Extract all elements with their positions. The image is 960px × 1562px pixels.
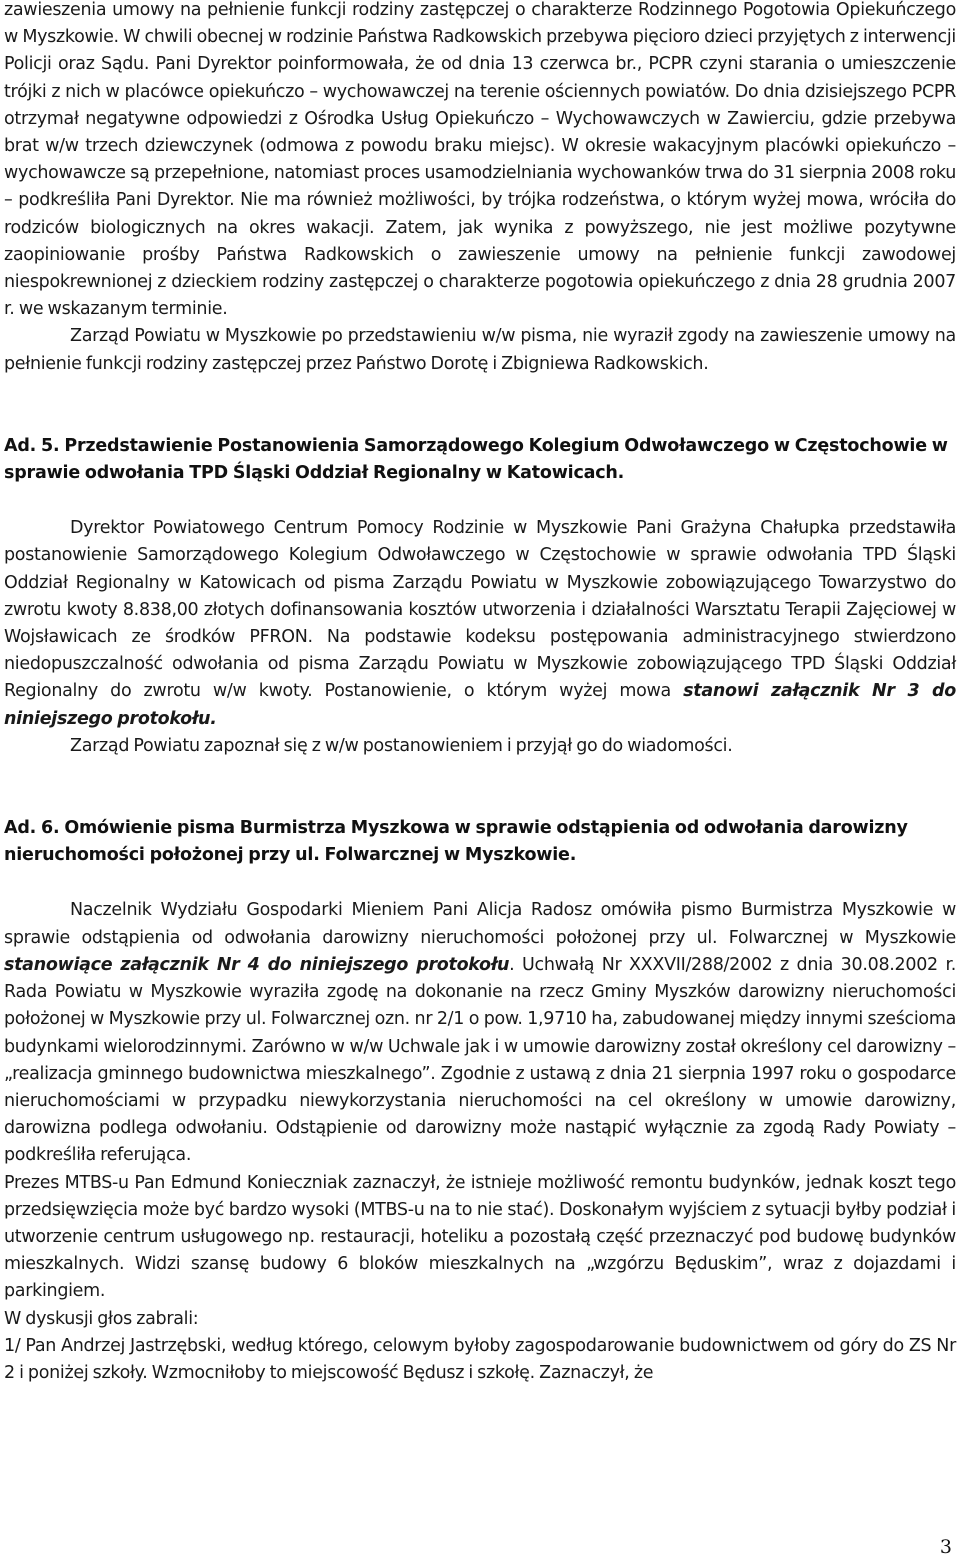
section-spacer — [4, 487, 956, 515]
document-body — [4, 0, 956, 1387]
agenda-item-6-text-start: Naczelnik Wydziału Gospodarki Mieniem Pani Alicja Radosz omówiła pismo Burmistrza Myszkowie w sprawie odstąpienia od odwołania darowizny nieruchomości położonej przy ul. Folwarcznej w Myszkowie — [4, 900, 956, 948]
section-spacer — [4, 378, 956, 433]
discussion-intro: W dyskusji głos zabrali: — [4, 1308, 199, 1329]
attachment-4-reference: stanowiące załącznik Nr 4 do niniejszego protokołu — [4, 954, 510, 975]
discussion-item-1: 1/ Pan Andrzej Jastrzębski, według którego, celowym byłoby zagospodarowanie budownictwem od góry do ZS Nr 2 i poniżej szkoły. Wzmocniłoby to miejscowość Będusz i szkołę. Zaznaczył, że — [4, 1335, 956, 1383]
agenda-item-6-heading: Ad. 6. Omówienie pisma Burmistrza Myszkowa w sprawie odstąpienia od odwołania darowizny nieruchomości położonej przy ul. Folwarcznej w Myszkowie. — [4, 818, 908, 866]
board-decision-paragraph: Zarząd Powiatu w Myszkowie po przedstawieniu w/w pisma, nie wyraził zgody na zawieszenie umowy na pełnienie funkcji rodziny zastępczej przez Państwo Dorotę i Zbigniewa Radkowskich. — [4, 326, 956, 374]
mtbs-statement-paragraph: Prezes MTBS-u Pan Edmund Konieczniak zaznaczył, że istnieje możliwość remontu budynków, jednak koszt tego przedsięwzięcia może być bardzo wysoki (MTBS-u na to nie stać). Doskonałym wyjściem z sytuacji byłby podział i utworzenie centrum usługowego np. restauracji, hoteliku a pozostałą część przeznaczyć pod budowę budynków mieszkalnych. Widzi szansę budowy 6 bloków mieszkalnych na „wzgórzu Będuskim”, wraz z dojazdami i parkingiem. — [4, 1172, 956, 1302]
agenda-item-5-decision: Zarząd Powiatu zapoznał się z w/w postanowieniem i przyjął go do wiadomości. — [70, 735, 733, 756]
page-number: 3 — [939, 1536, 952, 1558]
agenda-item-5-paragraph — [4, 515, 956, 733]
intro-paragraph: zawieszenia umowy na pełnienie funkcji rodziny zastępczej o charakterze Rodzinnego Pogotowia Opiekuńczego w Myszkowie. W chwili obecnej w rodzinie Państwa Radkowskich przebywa pięcioro dzieci przyjętych z interwencji Policji oraz Sądu. Pani Dyrektor poinformowała, że od dnia 13 czerwca br., PCPR czyni starania o umieszczenie trójki z nich w placówce opiekuńczo – wychowawczej na terenie ościennych powiatów. Do dnia dzisiejszego PCPR otrzymał negatywne odpowiedzi z Ośrodka Usług Opiekuńczo – Wychowawczych w Zawierciu, gdzie przebywa brat w/w trzech dziewczynek (odmowa z powodu braku miejsc). W okresie wakacyjnym placówki opiekuńczo – wychowawcze są przepełnione, natomiast proces usamodzielniania wychowanków trwa do 31 sierpnia 2008 roku – podkreśliła Pani Dyrektor. Nie ma również możliwości, by trójka rodzeństwa, o którym wyżej mowa, wróciła do rodziców biologicznych na okres wakacji. Zatem, jak wynika z powyższego, nie jest możliwe pozytywne zaopiniowanie prośby Państwa Radkowskich o zawieszenie umowy na pełnienie funkcji zawodowej niespokrewnionej z dzieckiem rodziny zastępczej o charakterze pogotowia opiekuńczego z dnia 28 grudnia 2007 r. we wskazanym terminie. — [4, 0, 956, 320]
agenda-item-6-text-end: . Uchwałą Nr XXXVII/288/2002 z dnia 30.08.2002 r. Rada Powiatu w Myszkowie wyraziła zgodę na dokonanie na rzecz Gminy Myszków darowizny nieruchomości położonej w Myszkowie przy ul. Folwarcznej ozn. nr 2/1 o pow. 1,9710 ha, zabudowanej między innymi sześcioma budynkami wielorodzinnymi. Zarówno w w/w Uchwale jak i w umowie darowizny został określony cel darowizny – „realizacja gminnego budownictwa mieszkalnego”. Zgodnie z ustawą z dnia 21 sierpnia 1997 roku o gospodarce nieruchomościami w przypadku niewykorzystania nieruchomości na cel określony w umowie darowizny, darowizna podlega odwołaniu. Odstąpienie od darowizny może nastąpić wyłącznie za zgodą Rady Powiaty – podkreśliła referująca. — [4, 954, 957, 1166]
agenda-item-6-paragraph — [4, 897, 956, 1169]
attachment-3-reference: stanowi załącznik Nr 3 do niniejszego protokołu. — [4, 681, 957, 729]
section-spacer — [4, 760, 956, 815]
agenda-item-5-heading: Ad. 5. Przedstawienie Postanowienia Samorządowego Kolegium Odwoławczego w Częstochowie w sprawie odwołania TPD Śląski Oddział Regionalny w Katowicach. — [4, 435, 948, 484]
agenda-item-5-text: Dyrektor Powiatowego Centrum Pomocy Rodzinie w Myszkowie Pani Grażyna Chałupka przedstawiła postanowienie Samorządowego Kolegium Odwoławczego w Częstochowie w sprawie odwołania TPD Śląski Oddział Regionalny w Katowicach od pisma Zarządu Powiatu w Myszkowie zobowiązującego Towarzystwo do zwrotu kwoty 8.838,00 złotych dofinansowania kosztów utworzenia i działalności Warsztatu Terapii Zajęciowej w Wojsławicach ze środków PFRON. Na podstawie kodeksu postępowania administracyjnego stwierdzono niedopuszczalność odwołania od pisma Zarządu Powiatu w Myszkowie zobowiązującego TPD Śląski Oddział Regionalny do zwrotu w/w kwoty. Postanowienie, o którym wyżej mowa — [4, 518, 956, 702]
section-spacer — [4, 869, 956, 897]
